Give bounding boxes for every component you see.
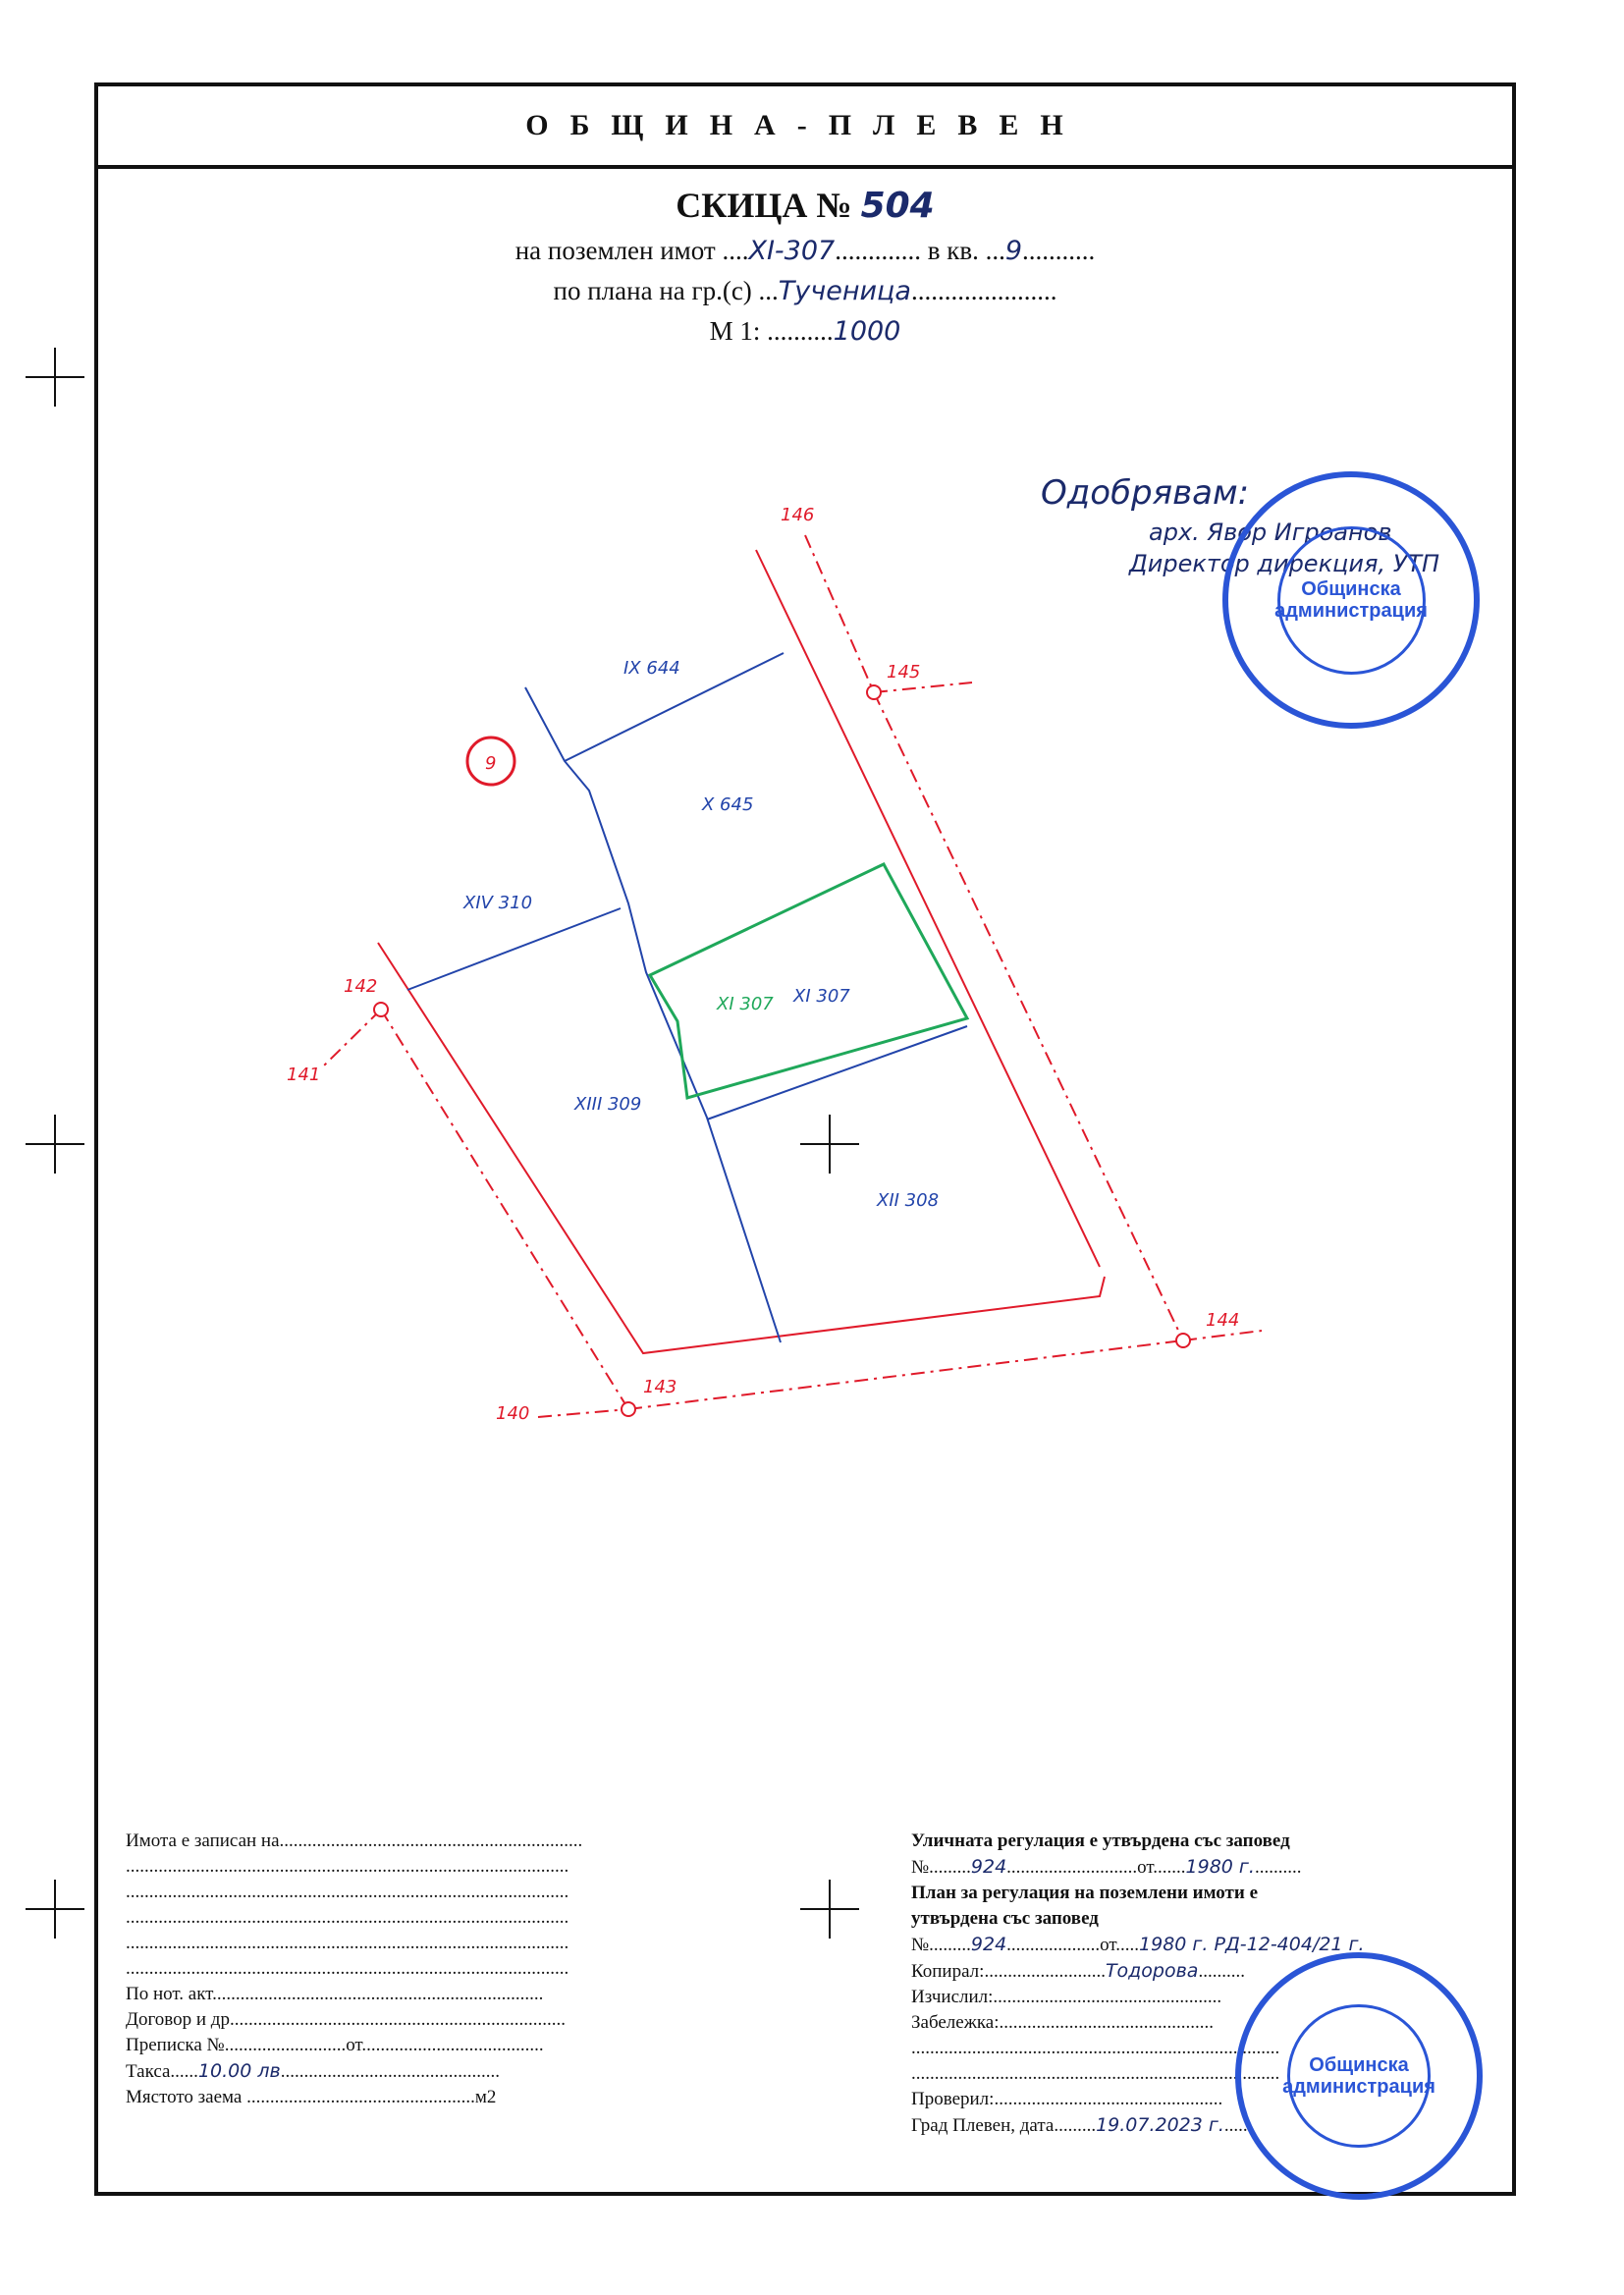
municipality-title: ОБЩИНА-ПЛЕВЕН [525, 109, 1085, 141]
approval-label: Одобрявам: [1041, 473, 1250, 513]
lot-label-307: XI 307 [793, 986, 850, 1007]
copied-row: Копирал:..........................Тодорова.......... [911, 1960, 1245, 1982]
city-date-row: Град Плевен, дата.........19.07.2023 г....... [911, 2114, 1253, 2136]
blank-row-3: ............................................................................................... [126, 1907, 569, 1928]
survey-point-145 [867, 685, 881, 699]
footer-left [126, 1829, 656, 2110]
lot-label-645: X 645 [702, 794, 754, 815]
blank-row-1: ............................................................................................... [126, 1856, 569, 1877]
order-row-1: №.........924............................от.......1980 г........... [911, 1856, 1302, 1878]
street-reg-row: Уличната регулация е утвърдена със заповед [911, 1831, 1290, 1851]
point-label-140: 140 [496, 1403, 530, 1424]
scale-label: М 1: [709, 316, 761, 346]
plan-label: по плана на гр.(с) [553, 276, 752, 305]
blank-row-r1: ............................................................................... [911, 2038, 1280, 2058]
point-label-144: 144 [1206, 1310, 1240, 1331]
axis-142-143 [381, 1010, 628, 1409]
lot-label-308: XII 308 [877, 1190, 940, 1211]
lot-label-307-green: XI 307 [717, 994, 774, 1014]
axis-145-144 [874, 692, 1183, 1340]
date-value: 19.07.2023 г. [1096, 2114, 1224, 2136]
lot-label-644: IX 644 [623, 658, 680, 679]
property-label: на поземлен имот [514, 236, 716, 265]
point-label-141: 141 [287, 1065, 321, 1085]
point-label-146: 146 [781, 505, 815, 525]
plan-label-row-2: утвърдена със заповед [911, 1908, 1099, 1929]
blank-row-r2: ............................................................................... [911, 2063, 1280, 2084]
stamp-bottom-inner [1282, 2004, 1435, 2147]
stamp-inner-text: Общинска администрация [1274, 578, 1428, 622]
approval-name: арх. Явор Игроанов [1149, 519, 1392, 546]
scale-line: М 1: ..........1000 [709, 316, 901, 347]
axis-144-east [1183, 1331, 1262, 1340]
recorded-row: Имота е записан на................................................................. [126, 1831, 583, 1851]
survey-point-142 [374, 1003, 388, 1016]
approval-role: Директор дирекция, УТП [1129, 550, 1440, 577]
plan-label-row-1: План за регулация на поземлени имоти е [911, 1883, 1259, 1903]
order-no-1: 924 [970, 1856, 1007, 1878]
axis-145-east [874, 683, 972, 692]
fee-value: 10.00 лв [197, 2060, 281, 2082]
lot-boundary-west [525, 687, 781, 1342]
block-value: 9 [1004, 236, 1023, 266]
block-label: в кв. [927, 236, 979, 265]
lot-line-307-bottom [707, 1026, 967, 1120]
plan-line: по плана на гр.(с) ...Тученица...................... [553, 276, 1057, 306]
notarial-act-row: По нот. акт....................................................................... [126, 1984, 544, 2004]
axis-140-143 [538, 1409, 628, 1417]
contract-row: Договор и др........................................................................ [126, 2009, 566, 2030]
stamp-bottom-inner-text: Общинска администрация [1282, 2054, 1435, 2098]
lot-label-310: XIV 310 [463, 893, 533, 913]
blank-row-2: ............................................................................................... [126, 1882, 569, 1902]
axis-142-141 [324, 1010, 381, 1066]
property-value: XI-307 [748, 236, 836, 266]
area-row: Мястото заема .................................................м2 [126, 2087, 497, 2107]
computed-row: Изчислил:................................................. [911, 1987, 1222, 2007]
property-line: на поземлен имот ....XI-307............. в кв. ...9........... [514, 236, 1096, 266]
lot-line-310 [407, 908, 621, 990]
scale-value: 1000 [833, 316, 901, 347]
street-line-east [756, 550, 1100, 1267]
order-no-2: 924 [970, 1934, 1007, 1955]
axis-146-145 [805, 535, 874, 692]
checked-row: Проверил:................................................. [911, 2089, 1223, 2109]
order-row-2: №.........924....................от.....1980 г. РД-12-404/21 г. [911, 1934, 1365, 1955]
fee-row: Такса......10.00 лв............................................... [126, 2060, 500, 2082]
blank-row-5: ............................................................................................... [126, 1958, 569, 1979]
point-label-145: 145 [887, 662, 921, 683]
transcript-row: Преписка №..........................от....................................... [126, 2035, 544, 2055]
note-row: Забележка:.............................................. [911, 2012, 1214, 2033]
point-label-142: 142 [344, 976, 378, 997]
municipal-stamp-bottom [1235, 1952, 1483, 2200]
block-number-label: 9 [485, 753, 497, 774]
survey-point-143 [622, 1402, 635, 1416]
village-value: Тученица [778, 276, 911, 306]
highlight-lot-307 [650, 864, 967, 1098]
lot-label-309: XIII 309 [574, 1094, 642, 1115]
axis-143-144 [628, 1340, 1183, 1409]
sketch-number: 504 [860, 186, 935, 226]
sketch-title-label: СКИЦА № [676, 186, 852, 225]
copied-value: Тодорова [1105, 1960, 1199, 1982]
year-2: 1980 г. РД-12-404/21 г. [1139, 1934, 1365, 1955]
survey-point-144 [1176, 1334, 1190, 1347]
point-label-143: 143 [643, 1377, 677, 1397]
blank-row-4: ............................................................................................... [126, 1933, 569, 1953]
year-1: 1980 г. [1185, 1856, 1255, 1878]
